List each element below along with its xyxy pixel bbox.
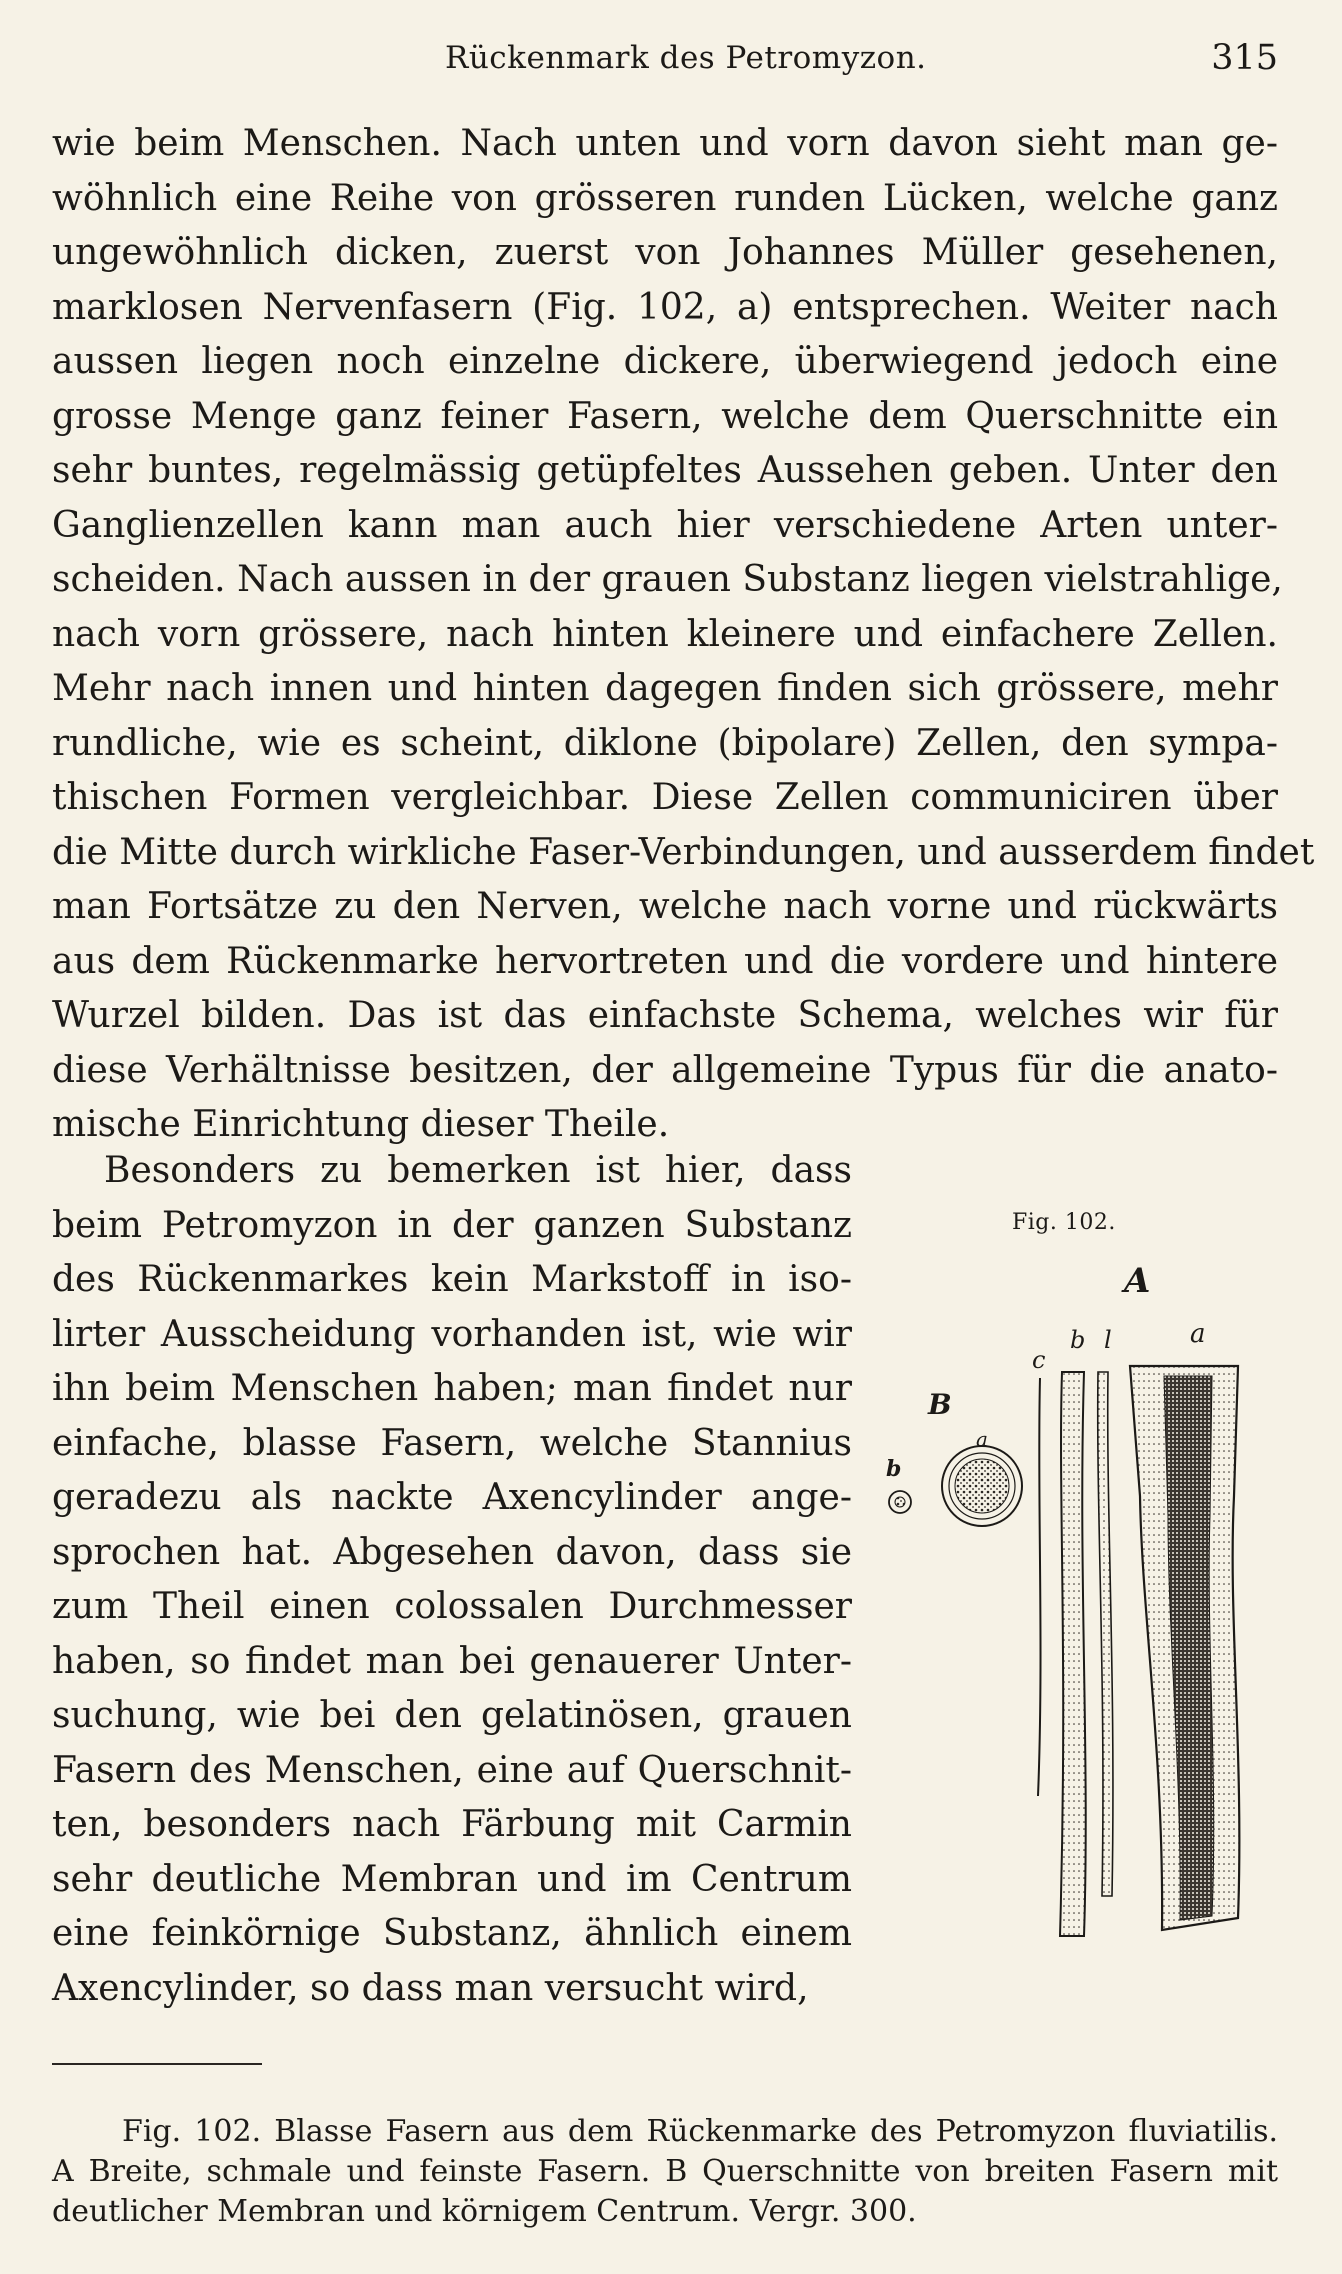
figure-drawing (872, 1196, 1302, 1956)
running-header (0, 36, 1342, 84)
text-line: aussen liegen noch einzelne dickere, überwiegend jedoch eine (52, 341, 1278, 382)
text-line: thischen Formen vergleichbar. Diese Zellen communiciren über (52, 777, 1278, 818)
text-line: marklosen Nervenfasern (Fig. 102, a) entsprechen. Weiter nach (52, 286, 1278, 328)
text-line: sehr buntes, regelmässig getüpfeltes Aussehen geben. Unter den (52, 450, 1278, 491)
text-line: diese Verhältnisse besitzen, der allgemeine Typus für die anato- (52, 1049, 1278, 1091)
figure-letter-l: l (1104, 1326, 1112, 1354)
text-line: wie beim Menschen. Nach unten und vorn davon sieht man ge- (52, 123, 1278, 164)
figure-caption (52, 2112, 1278, 2232)
figure-letter-a-small: a (976, 1427, 988, 1451)
figure-letter-B: B (928, 1388, 952, 1421)
text-line: zum Theil einen colossalen Durchmesser (52, 1586, 852, 1627)
figure-letter-b: b (1070, 1326, 1086, 1354)
paragraph-2 (52, 1144, 852, 2016)
figure-letter-A: A (1124, 1261, 1151, 1301)
text-line: geradezu als nackte Axencylinder ange- (52, 1477, 852, 1518)
text-line: Wurzel bilden. Das ist das einfachste Schema, welches wir für (52, 995, 1278, 1036)
text-line: ihn beim Menschen haben; man findet nur (52, 1368, 852, 1409)
caption-line: Fig. 102. Blasse Fasern aus dem Rückenmarke des Petromyzon fluviatilis. (122, 2114, 1278, 2149)
text-line: Besonders zu bemerken ist hier, dass (104, 1150, 852, 1191)
fiber-c (1038, 1378, 1041, 1796)
caption-line: A Breite, schmale und feinste Fasern. B Querschnitte von breiten Fasern mit (52, 2154, 1278, 2189)
figure-letter-a-top: a (1190, 1319, 1206, 1349)
fiber-a-broad (1130, 1366, 1239, 1930)
figure-letter-b-small: b (886, 1456, 902, 1482)
running-title: Rückenmark des Petromyzon. (445, 40, 927, 76)
text-line: ten, besonders nach Färbung mit Carmin (52, 1804, 852, 1845)
text-line: Ganglienzellen kann man auch hier verschiedene Arten unter- (52, 504, 1278, 546)
text-line: ungewöhnlich dicken, zuerst von Johannes Müller gesehenen, (52, 232, 1278, 273)
fiber-l (1098, 1372, 1113, 1896)
text-line: haben, so findet man bei genauerer Unter- (52, 1640, 852, 1682)
text-line: Fasern des Menschen, eine auf Querschnit- (52, 1749, 852, 1791)
text-line: des Rückenmarkes kein Markstoff in iso- (52, 1259, 852, 1300)
caption-line: deutlicher Membran und körnigem Centrum. Vergr. 300. (52, 2194, 917, 2229)
text-line: mische Einrichtung dieser Theile. (52, 1104, 670, 1145)
cross-section-small (889, 1491, 911, 1513)
text-line: rundliche, wie es scheint, diklone (bipolare) Zellen, den sympa- (52, 722, 1278, 764)
figure-letter-c: c (1032, 1346, 1046, 1374)
figure-label: Fig. 102. (1012, 1210, 1116, 1235)
fiber-b (1060, 1372, 1086, 1936)
text-line: grosse Menge ganz feiner Fasern, welche dem Querschnitte ein (52, 395, 1278, 437)
text-line: einfache, blasse Fasern, welche Stannius (52, 1422, 852, 1464)
text-line: aus dem Rückenmarke hervortreten und die vordere und hintere (52, 940, 1278, 982)
footnote-rule (52, 2063, 262, 2065)
text-line: wöhnlich eine Reihe von grösseren runden Lücken, welche ganz (52, 177, 1278, 219)
text-line: beim Petromyzon in der ganzen Substanz (52, 1204, 852, 1246)
text-line: eine feinkörnige Substanz, ähnlich einem (52, 1913, 852, 1954)
text-line: sehr deutliche Membran und im Centrum (52, 1858, 852, 1900)
text-line: die Mitte durch wirkliche Faser-Verbindungen, und ausserdem findet (52, 831, 1315, 873)
paragraph-1 (52, 117, 1315, 1153)
text-line: Mehr nach innen und hinten dagegen finden sich grössere, mehr (52, 668, 1278, 709)
text-line: sprochen hat. Abgesehen davon, dass sie (52, 1531, 852, 1573)
page-number: 315 (1211, 38, 1278, 78)
text-line: man Fortsätze zu den Nerven, welche nach vorne und rückwärts (52, 886, 1278, 927)
text-line: nach vorn grössere, nach hinten kleinere und einfachere Zellen. (52, 613, 1278, 655)
figure-102 (872, 1196, 1302, 1956)
text-line: Axencylinder, so dass man versucht wird, (52, 1967, 809, 2009)
text-line: suchung, wie bei den gelatinösen, grauen (52, 1695, 852, 1736)
text-line: scheiden. Nach aussen in der grauen Substanz liegen vielstrahlige, (52, 559, 1283, 600)
text-line: lirter Ausscheidung vorhanden ist, wie wir (52, 1313, 852, 1355)
cross-section-large (942, 1446, 1022, 1526)
